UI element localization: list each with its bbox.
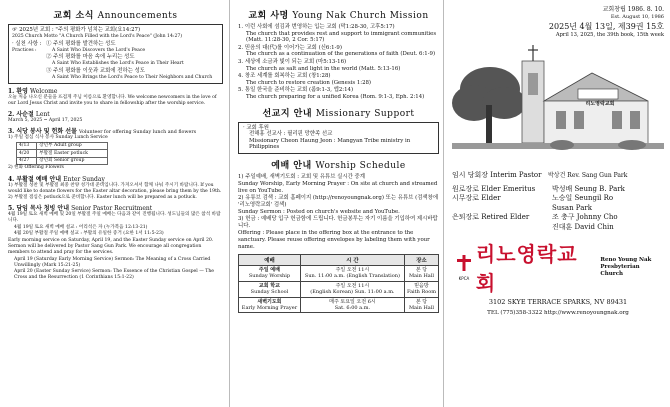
list-item: 5. 통일 한국을 준비하는 교회 (롬9:1-3, 엡2:14) The church preparing for a unified Korea (Rom. 9:1-3, Eph. 2:14) [238,87,425,100]
church-address: 3102 SKYE TERRACE SPARKS, NV 89431 [488,298,628,306]
kpca-label: KPCA [458,275,470,281]
worship-note-3: 2) 유튜브 검색 : 교회 홈페이지 (http://renoyoungnak.org) 또는 유튜브 (검색창에 '리노영락교회' 검색) [238,194,439,208]
motto-ko: "주의 평화가 넘치는 교회(요14:27) [55,27,141,33]
mission-list [238,24,439,101]
church-illustration [452,43,664,165]
flowers-label: 2) 헌화 Offering Flowers [8,165,64,171]
staff-row: 진대훈 David Chin [552,222,614,231]
worship-note-6: Offering : Please place in the offering box at the entrance to the sanctuary. Please reuse offering envelopes by labeling them with your name. [238,229,430,250]
worship-title: 예배 안내 Worship Schedule [271,160,406,171]
practice-label-en: Practices : [12,48,37,54]
table-row: 새벽기도회 Early Morning Prayer 매주 토요일 오전 6시 Sat. 6:00 a.m. 본 당 Main Hall [239,297,439,313]
practice-2-ko: ② 주의 평화를 마음 속에 누리는 성도 [46,54,135,61]
staff-row: 시무장로 Elder 노승일 Seungil Ro [452,194,614,202]
practice-1-ko: ① 주의 평화를 발견하는 성도 [46,41,116,48]
staff-row: 은퇴장로 Retired Elder 조 충구 Johnny Cho [452,213,618,221]
table-header-row: 예배 시 간 장소 [239,254,439,265]
motto-en: 2025 Church Motto "A Church Filled with the Lord's Peace" (John 14:27) [12,34,183,39]
lent-body: March 5, 2025 ~ April 17, 2025 [8,118,83,124]
est-ko: 교회창립 1986. 8. 10. [602,6,664,13]
revival-en: Early morning service on Saturday, April 19, and the Easter Sunday service on April 20. Sermon will be delivered by Pastor Sang Gun Park. We encourage all congregation members to attend and pray for the services. [8,238,214,256]
worship-note-4: Sunday Sermon : Posted on church's website and YouTube. [238,208,400,215]
mission-title: 교회 사명 Young Nak Church Mission [248,11,429,21]
list-item: 3. 세상에 소금과 빛이 되는 교회 (마5:13-16) The church as salt and light in the world (Matt. 5:13-16) [238,58,401,72]
lunch-service-label: 1) 주일 점심 식사 봉사 Sunday Lunch Service [8,135,108,141]
lent-heading: 2. 사순절 Lent [8,111,50,119]
support-line-1: · 교회 후원 [243,124,269,131]
announcements-title: 교회 소식 Announcements [53,11,178,21]
revival-item-2: 4월 20일 부활절 주일 예배 설교 : 부활의 유일한 증거 (요한 1서 11:5-23) [14,230,164,236]
motto-year: ☞ 2025년 교회 : [12,27,54,33]
revival-body: 4월 19일 토요 새벽 예배 및 20일 부활절 주일 예배는 다음과 같이 진행됩니다. 성도님들의 많은 참석 바랍니다. [8,212,221,224]
list-item: 4. 창조 세계를 회복하는 교회 (창1:28) The church to restore creation (Genesis 1:28) [238,73,372,86]
lunch-table [16,142,108,166]
est-en: Est. August 10, 1986 [610,14,664,20]
table-row: 4/13 장년부 Adult group [17,142,108,150]
welcome-body: 오늘 처음 나오신 분들을 뜨겁게 주님 이름으로 환영합니다. We welcome newcomers in the love of our Lord Jesus Christ and invite you to share in fellowship after the worship service. [8,94,217,107]
front-cover [446,0,670,407]
practice-label: · 실천 사항 : [12,41,42,48]
mission-column [232,0,444,407]
list-item: 2. 믿음의 대(代)를 이어가는 교회 (신6:1-9) The church as a continuation of the generations of faith (Deut. 6:1-9) [238,44,436,58]
issue-date-en: April 13, 2025, the 39th book, 15th week [555,32,664,38]
support-line-2: 전해홍 선교사 : 필리핀 망햔족 선교 [249,131,333,138]
practice-3-ko: ③ 주의 평화를 이웃과 교회에 전하는 성도 [46,67,145,74]
support-line-3: Missionary Cheon Haung Jeon : Mangyan Tribe ministry in Philippines [249,137,411,151]
revival-heading: 5. 담임 목사 청빙 안내 Senior Pastor Recruitment [8,205,153,213]
logo-ko: 리노영락교회 [475,242,578,295]
staff-list [452,171,664,232]
cross-icon [454,254,474,272]
staff-row: 임시 당회장 Interim Pastor 박상건 Rev. Sang Gun Park [452,171,628,179]
practice-2-en: A Saint Who Establishes the Lord's Peace in Their Heart [52,61,184,67]
staff-row: 원로장로 Elder Emeritus 박성배 Seung B. Park [452,184,625,193]
list-item: 1. 이런 사회에 섬김과 번영하는 입는 교회 (막1:28-30, 고후5:17) The church that provides rest and support to immigrant communities (Matt. 11:28-30, 2 Cor. 5:17) [238,24,437,44]
easter-body-2: 2) 부활절 점심은 potluck으로 준비합니다. Easter lunch will be prepared as a potluck. [8,195,197,201]
staff-row: Susan Park [552,203,592,212]
practice-3-en: A Saint Who Brings the Lord's Peace to Their Neighbors and Church [52,74,213,80]
church-contact: TEL (775)358-3322 http://www.renoyoungnak.org [487,309,629,316]
worship-note-2: Sunday Worship, Early Morning Prayer : On site at church and streamed live on YouTube. [238,180,438,194]
table-row: 4/27 장년회 Senior group [17,157,108,165]
table-row: 교회 학교 Sunday School 주일 오전 11시 (English Korean) Sun. 11:00 a.m. 믿음방 Faith Room [239,281,439,297]
church-sign-text: 리노영락교회 [585,101,615,107]
worship-table [238,254,439,313]
announcements-column [0,0,230,407]
easter-body: 1) 부활절 성찬 및 부활절 최중 찬양 성가대 준비입니다. 가져오셔서 함께 나눠 주시기 바랍니다. If you would like to donate flowers for the Easter altar decoration, please bring them by the 19th. [8,182,222,194]
church-logo [452,238,664,296]
support-title: 선교지 안내 Missionary Support [262,108,415,119]
worship-note-5: 3) 헌금 : 예배당 입구 헌금함에 드립니다. 헌금봉투는 자기 이름을 기입하여 제시바랍니다. [238,215,438,229]
worship-note-1: 1) 주일예배, 새벽기도회 : 교회 및 유튜브 실시간 중계 [238,173,365,180]
motto-box [8,24,223,84]
table-row: 4/20 부활절 Easter potluck [17,150,108,158]
table-row: 주일 예배 Sunday Worship 주일 오전 11시 Sun. 11:00 a.m. (English Translation) 본 당 Main Hall [239,265,439,281]
revival-en-item-2: April 20 (Easter Sunday Service) Sermon: The Essence of the Christian Gospel — The Cross and the Resurrection (1 Corinthians 15:1-22) [14,269,214,281]
worship-notes [238,174,439,251]
revival-en-item-1: April 19 (Saturday Early Morning Service) Sermon: The Meaning of a Cross Carried Unwillingly (Mark 15:21-25) [14,256,211,268]
kpca-emblem [452,254,476,281]
easter-heading: 4. 부활절 예배 안내 Enter Sunday [8,175,105,183]
revival-item-1: 4월 19일 토요 새벽 예배 설교 : 어리석은 자 (누가복음 12:13-21) [14,224,148,230]
welcome-heading: 1. 환영 Welcome [8,87,58,95]
practice-1-en: A Saint Who Discovers the Lord's Peace [52,48,146,54]
practice-list [46,41,219,81]
support-box [238,122,439,154]
logo-en: Reno Young Nak Presbyterian Church [600,256,652,277]
volunteer-heading: 3. 식당 봉사 및 헌화 선물 Volunteer for offering Sunday lunch and flowers [8,128,197,136]
church-building-image [452,43,664,161]
issue-date: 2025년 4월 13일, 제39권 15호 [548,22,664,31]
